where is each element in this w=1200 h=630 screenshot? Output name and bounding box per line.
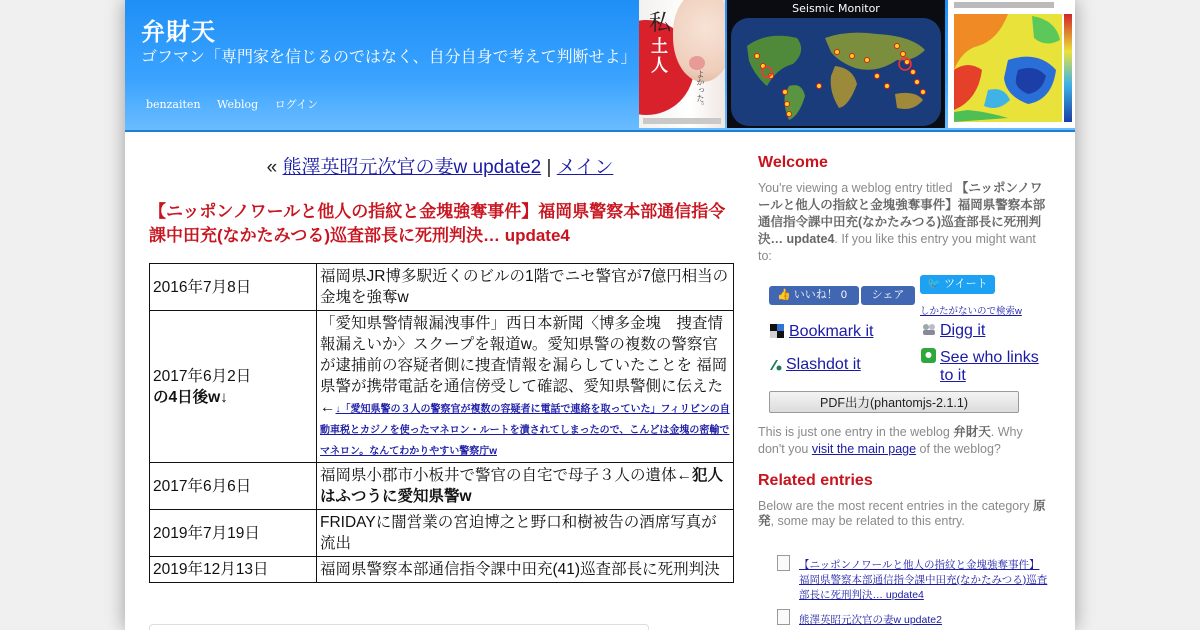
tweet-button[interactable] [920,275,995,294]
delicious-icon [770,324,784,338]
event-cell: FRIDAYに闇営業の宮迫博之と野口和樹被告の酒席写真が流出 [317,510,734,557]
nav-benzaiten[interactable]: benzaiten [146,98,201,111]
date-cell [150,311,317,463]
poster-text-1: 私 [649,11,672,36]
entry-navigation [125,152,755,179]
sidebar [758,130,1058,630]
weather-map-image [948,0,1075,128]
nav-weblog[interactable]: Weblog [217,98,259,111]
nav-separator: | [546,157,552,178]
main-page-link[interactable]: メイン [556,157,614,178]
poster-text-2: 土人 [651,37,668,76]
prev-entry-link[interactable]: 熊澤英昭元次官の妻w update2 [282,157,542,178]
related-category: 原発 [758,499,1046,528]
seismic-monitor-image [727,0,945,128]
thumbs-up-icon: 👍 [777,289,794,301]
cheek-graphic [689,56,705,70]
date-cell: 2019年12月13日 [150,557,317,583]
blog-title[interactable]: 弁財天 [141,18,216,46]
event-cell: 福岡県警察本部通信指令課中田充(41)巡査部長に死刑判決 [317,557,734,583]
table-row [150,557,734,583]
one-entry-pre: This is just one entry in the weblog [758,425,954,439]
related-post: , some may be related to this entry. [770,514,965,528]
banner-poster-image [639,0,725,128]
related-heading: Related entries [758,472,873,489]
entry-column [125,130,755,630]
see-who-links-link[interactable]: See who links to it [940,349,1039,384]
technorati-icon [921,348,935,362]
event-text: 「愛知県警情報漏洩事件」西日本新聞〈博多金塊 捜査情報漏えいか〉スクープを報道w。愛知県警の複数の警察官が逮捕前の容疑者側に捜査情報を漏らしていたことを 福岡県警が携帯電話を通信傍受して確認、愛知県警側に伝えた← [320,315,728,416]
digg-icon [921,322,935,336]
banner-nav [146,96,331,112]
visit-main-page-link[interactable]: visit the main page [811,442,917,456]
table-row [150,463,734,510]
one-entry-post: of the weblog? [916,442,1001,456]
nav-login[interactable]: ログイン [274,98,319,111]
date-cell: 2017年6月6日 [150,463,317,510]
related-entry-link[interactable]: 【ニッポンノワールと他人の指紋と金塊強奪事件】福岡県警察本部通信指令課中田充(なかたみつる)巡査部長に死刑判決… update4 [799,559,1048,601]
facebook-like-button[interactable] [769,286,859,305]
twitter-bird-icon: 🐦 [927,278,945,290]
document-icon [777,555,790,571]
following-content-box [149,624,649,630]
slashdot-link[interactable]: Slashdot it [786,356,861,373]
welcome-post: . If you like this entry you might want to: [758,232,1036,263]
facebook-share-button[interactable]: シェア [861,286,915,305]
one-entry-text [758,424,1048,458]
timeline-table [149,263,734,583]
page [125,0,1075,630]
weather-map-graphic [948,0,1075,128]
date-cell: 2016年7月8日 [150,264,317,311]
slashdot-icon [769,358,783,372]
poster-text-3: よかった。 [696,70,705,110]
welcome-text [758,180,1048,265]
event-cell [317,311,734,463]
bookmark-link[interactable]: Bookmark it [789,323,874,340]
date-note: の4日後w↓ [153,388,228,406]
event-text: 福岡県小郡市小板井で警官の自宅で母子３人の遺体← [320,467,693,484]
banner [125,0,1075,132]
table-row [150,311,734,463]
related-entry-link[interactable]: 熊澤英昭元次官の妻w update2 [799,614,942,626]
pdf-export-button[interactable]: PDF出力(phantomjs-2.1.1) [769,391,1019,413]
related-pre: Below are the most recent entries in the category [758,499,1034,513]
date-cell: 2019年7月19日 [150,510,317,557]
tweet-label: ツイート [944,278,988,290]
tweet-search-link[interactable]: しかたがないので検索w [920,306,1022,317]
prev-marker: « [266,157,278,178]
table-row [150,510,734,557]
event-cell: 福岡県JR博多駅近くのビルの1階でニセ警官が7億円相当の金塊を強奪w [317,264,734,311]
one-entry-blog: 弁財天 [953,425,991,439]
document-icon [777,609,790,625]
welcome-heading: Welcome [758,154,828,171]
date-text: 2017年6月2日 [153,367,252,385]
poster-footer [643,118,721,124]
related-intro [758,499,1048,529]
welcome-pre: You're viewing a weblog entry titled [758,181,956,195]
event-emphasis: 犯人はふつうに愛知県警w [320,467,724,505]
one-entry-mid: . Why don't you [758,425,1023,456]
blog-description: ゴフマン「専門家を信じるのではなく、自分自身で考えて判断せよ」 [141,47,637,66]
reference-link[interactable]: ↓「愛知県警の３人の警察官が複数の容疑者に電話で連絡を取っていた」フィリピンの自動車税とカジノを使ったマネロン・ルートを潰されてしまったので、こんどは金塊の密輸でマネロン。なんてわかりやすい警察庁w [320,404,730,457]
world-map-graphic [727,16,945,128]
seismic-caption: Seismic Monitor [792,2,880,15]
welcome-entry-title: 【ニッポンノワールと他人の指紋と金塊強奪事件】福岡県警察本部通信指令課中田充(なかたみつる)巡査部長に死刑判決… update4 [758,181,1046,246]
facebook-like-label: いいね！ 0 [793,289,847,301]
digg-link[interactable]: Digg it [940,322,986,339]
entry-title: 【ニッポンノワールと他人の指紋と金塊強奪事件】福岡県警察本部通信指令課中田充(なかたみつる)巡査部長に死刑判決… update4 [149,202,726,245]
event-cell [317,463,734,510]
table-row [150,264,734,311]
